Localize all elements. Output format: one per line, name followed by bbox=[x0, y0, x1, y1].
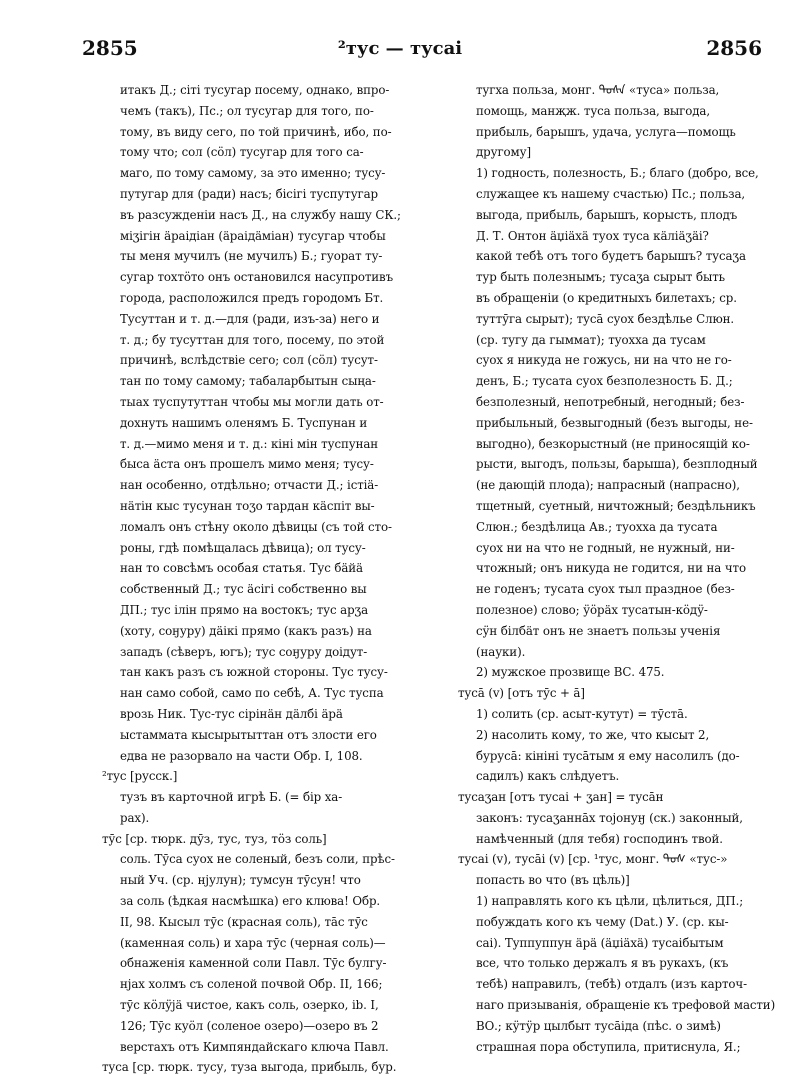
text-line: 1) солить (ср. асыт-кутут) = тӯстā. bbox=[476, 706, 688, 721]
text-line: соль. Тӯса суох не соленый, безъ соли, прѣс- bbox=[120, 852, 395, 867]
text-line: міӡігін äраідіан (äраідäміан) тусугар чтобы bbox=[120, 228, 386, 243]
text-line: едва не разорвало на части Обр. I, 108. bbox=[120, 748, 363, 763]
text-line: законъ: тусаӡаннāх тоjонуӈ (ск.) законный, bbox=[476, 810, 743, 825]
text-line: попасть во что (въ цѣль)] bbox=[476, 873, 630, 888]
text-line: тусā (v) [отъ тӯс + ā] bbox=[458, 686, 585, 701]
text-line: не годенъ; тусата суох тыл праздное (без- bbox=[476, 582, 735, 597]
text-line: нан само собой, само по себѣ, А. Тус туспа bbox=[120, 686, 384, 701]
text-line: тебѣ) направилъ, (тебѣ) отдалъ (изъ карточ- bbox=[476, 977, 748, 992]
text-line: сугар тохтӧто онъ остановился насупротивъ bbox=[120, 270, 394, 285]
text-line: выгода, прибыль, барышъ, корысть, плодъ bbox=[476, 207, 738, 222]
text-line: другому] bbox=[476, 145, 531, 160]
text-line: безполезный, непотребный, негодный; без- bbox=[476, 394, 745, 409]
text-line: сӱн білбäт онъ не знаетъ пользы ученія bbox=[476, 623, 721, 638]
text-line: роны, гдѣ помѣщалась дѣвица); ол тусу- bbox=[120, 540, 366, 555]
text-line: все, что только держалъ я въ рукахъ, (къ bbox=[476, 956, 729, 971]
running-title: ²тус — тусаі bbox=[337, 38, 463, 59]
text-line: 2) мужское прозвище ВС. 475. bbox=[476, 665, 665, 680]
text-line: (ср. тугу да гыммат); туохха да тусам bbox=[476, 332, 706, 347]
text-line: туса [ср. тюрк. тусу, туза выгода, прибыль, бур. bbox=[102, 1060, 397, 1075]
text-line: тщетный, суетный, ничтожный; бездѣльникъ bbox=[476, 498, 756, 513]
text-line: ыстаммата кысырытыттан отъ злости его bbox=[120, 727, 377, 742]
text-line: полезное) слово; ӱӧрäх тусатын-кӧдӱ- bbox=[476, 602, 708, 617]
text-line: тӯс кӧлӱјä чистое, какъ соль, озерко, ib. I, bbox=[120, 998, 379, 1013]
text-line: ВО.; кӱтӱр цылбыт тусāіда (пѣс. о зимѣ) bbox=[476, 1018, 721, 1033]
page-number-left: 2855 bbox=[82, 36, 138, 60]
text-line: чтожный; онъ никуда не годится, ни на что bbox=[476, 561, 746, 576]
text-line: ²тус [русск.] bbox=[102, 769, 178, 784]
text-line: (каменная соль) и хара тӯс (черная соль)— bbox=[120, 935, 386, 950]
text-line: страшная пора обступила, притиснула, Я.; bbox=[476, 1039, 741, 1054]
text-line: наго призыванія, обращеніе къ трефовой масти) bbox=[476, 998, 776, 1013]
text-line: (не дающій плода); напрасный (напрасно), bbox=[476, 478, 740, 493]
text-line: тыах туспутуттан чтобы мы могли дать от- bbox=[120, 394, 384, 409]
text-line: ломалъ онъ стѣну около дѣвицы (съ той сто- bbox=[120, 519, 392, 534]
text-line: тан по тому самому; табаларбытын сыңа- bbox=[120, 374, 376, 389]
text-line: (науки). bbox=[476, 644, 526, 659]
text-line: туттӯга сырыт); тусā суох бездѣлье Слюн. bbox=[476, 311, 735, 326]
text-line: 1) направлять кого къ цѣли, цѣлиться, ДП.; bbox=[476, 894, 744, 909]
page-number-right: 2856 bbox=[706, 36, 762, 60]
text-line: денъ, Б.; тусата суох безполезность Б. Д.; bbox=[476, 374, 733, 389]
text-line: прибыль, барышъ, удача, услуга—помощь bbox=[476, 124, 736, 139]
right-column bbox=[458, 80, 796, 1075]
text-line: верстахъ отъ Кимпяндайскаго ключа Павл. bbox=[120, 1039, 389, 1054]
left-column bbox=[102, 80, 440, 1075]
text-line: выгодно), безкорыстный (не приносящій ко- bbox=[476, 436, 750, 451]
text-line: обнаженія каменной соли Павл. Тӯс булгу- bbox=[120, 956, 387, 971]
text-line: рысти, выгодъ, пользы, барыша), безплодный bbox=[476, 457, 758, 472]
text-line: ДП.; тус ілін прямо на востокъ; тус арӡа bbox=[120, 602, 369, 617]
text-line: тан какъ разъ съ южной стороны. Тус тусу- bbox=[120, 665, 388, 680]
text-line: въ обращеніи (о кредитныхъ билетахъ; ср. bbox=[476, 290, 737, 305]
text-line: т. д.—мимо меня и т. д.: кіні мін туспунан bbox=[120, 436, 379, 451]
text-line: тому, въ виду сего, по той причинѣ, ибо, по- bbox=[120, 124, 392, 139]
text-line: города, расположился предъ городомъ Бт. bbox=[120, 290, 384, 305]
text-line: нан то совсѣмъ особая статья. Тус бäйä bbox=[120, 561, 363, 576]
text-line: прибыльный, безвыгодный (безъ выгоды, не- bbox=[476, 415, 753, 430]
text-line: Слюн.; бездѣлица Ав.; туохха да тусата bbox=[476, 519, 718, 534]
page-header bbox=[0, 36, 800, 66]
text-line: нäтін кыс тусунан тоӡо тардан кäспіт вы- bbox=[120, 498, 375, 513]
text-line: какой тебѣ отъ того будетъ барышъ? тусаӡа bbox=[476, 249, 746, 264]
text-line: намѣченный (для тебя) господинъ твой. bbox=[476, 831, 723, 846]
text-line: служащее къ нашему счастью) Пс.; польза, bbox=[476, 186, 746, 201]
text-line: быса äста онъ прошелъ мимо меня; тусу- bbox=[120, 457, 374, 472]
text-line: дохнуть нашимъ оленямъ Б. Туспунан и bbox=[120, 415, 368, 430]
text-line: побуждать кого къ чему (Dat.) У. (ср. кы- bbox=[476, 914, 729, 929]
text-line: 1) годность, полезность, Б.; благо (добро, все, bbox=[476, 166, 759, 181]
text-line: тусаӡан [отъ тусаі + ӡан] = тусāн bbox=[458, 790, 664, 805]
text-line: суох я никуда не гожусь, ни на что не го- bbox=[476, 353, 732, 368]
text-line: т. д.; бу тусуттан для того, посему, по этой bbox=[120, 332, 385, 347]
text-line: нан особенно, отдѣльно; отчасти Д.; істіä- bbox=[120, 478, 379, 493]
text-line: помощь, манҗж. туса польза, выгода, bbox=[476, 103, 710, 118]
text-line: суох ни на что не годный, не нужный, ни- bbox=[476, 540, 735, 555]
text-line: ты меня мучилъ (не мучилъ) Б.; гуорат ту- bbox=[120, 249, 383, 264]
text-line: саі). Туппуппун äрä (äџіäхä) тусаібытым bbox=[476, 935, 724, 950]
text-line: 126; Тӯс куӧл (соленое озеро)—озеро въ 2 bbox=[120, 1018, 379, 1033]
text-line: тур быть полезнымъ; тусаӡа сырыт быть bbox=[476, 270, 725, 285]
text-line: врозь Ник. Тус-тус сірінäн дäлбі äрä bbox=[120, 706, 343, 721]
text-line: 2) насолить кому, то же, что кысыт 2, bbox=[476, 727, 710, 742]
text-line: итакъ Д.; сіті тусугар посему, однако, впро- bbox=[120, 83, 390, 97]
text-line: ный Уч. (ср. нјулун); тумсун тӯсун! что bbox=[120, 873, 361, 888]
text-line: Тусуттан и т. д.—для (ради, изъ-за) него и bbox=[120, 311, 380, 326]
text-line: тому что; сол (сӧл) тусугар для того са- bbox=[120, 145, 364, 160]
text-line: за соль (ѣдкая насмѣшка) его клюва! Обр. bbox=[120, 894, 381, 909]
text-line: тӯс [ср. тюрк. дӯз, тус, туз, тӧз соль] bbox=[102, 831, 327, 846]
text-line: въ разсужденіи насъ Д., на службу нашу СК.; bbox=[120, 207, 401, 222]
text-line: собственный Д.; тус äсігі собственно вы bbox=[120, 582, 367, 597]
text-line: тусаі (v), тусāі (v) [ср. ¹тус, монг. ᠲᠤᠰ «тус-» bbox=[458, 852, 728, 867]
text-line: тузъ въ карточной игрѣ Б. (= бір ха- bbox=[120, 790, 343, 805]
text-line: западъ (сѣверъ, югъ); тус соӈуру доідут- bbox=[120, 644, 368, 659]
text-line: садилъ) какъ слѣдуетъ. bbox=[476, 769, 620, 784]
text-line: рах). bbox=[120, 810, 150, 825]
text-line: тугха польза, монг. ᠲᠤᠰᠠ «туса» польза, bbox=[476, 83, 720, 97]
text-line: чемъ (такъ), Пс.; ол тусугар для того, по- bbox=[120, 103, 374, 118]
text-line: маго, по тому самому, за это именно; тусу- bbox=[120, 166, 386, 181]
text-line: II, 98. Кысыл тӯс (красная соль), тāс тӯс bbox=[120, 914, 368, 929]
text-line: путугар для (ради) насъ; бісігі туспутугар bbox=[120, 186, 379, 201]
text-line: нјах холмъ съ соленой почвой Обр. II, 166; bbox=[120, 977, 383, 992]
text-line: бурусā: кініні тусāтым я ему насолилъ (до- bbox=[476, 748, 740, 763]
text-line: Д. Т. Онтон äџіäхä туох туса кäліäӡäі? bbox=[476, 228, 709, 243]
text-line: причинѣ, вслѣдствіе сего; сол (сӧл) тусут- bbox=[120, 353, 378, 368]
text-line: (хоту, соӈуру) дäікі прямо (какъ разъ) на bbox=[120, 623, 372, 638]
